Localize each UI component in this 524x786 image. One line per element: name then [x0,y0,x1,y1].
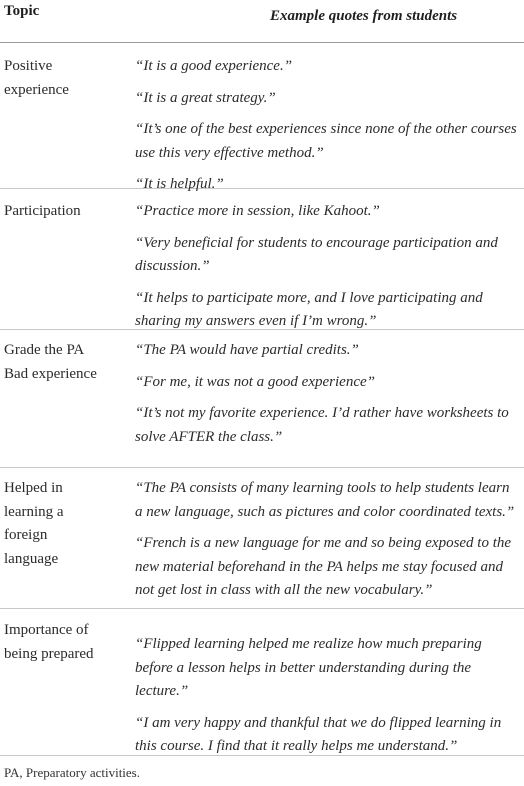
row-quotes [135,619,520,759]
row-topic [4,200,126,224]
topic-line: Participation [4,203,81,219]
table-footnote: PA, Preparatory activities. [4,765,140,780]
topic-line: foreign [4,527,48,543]
topic-line: Grade the PA [4,342,85,358]
quote: “It is a good experience.” [135,58,293,74]
row-quotes [135,200,520,334]
quote: “Very beneficial for students to encourage participation and discussion.” [135,234,498,274]
topic-line: Importance of [4,622,89,638]
row-topic [4,477,126,571]
header-quotes: Example quotes from students [270,8,458,24]
quote: “Flipped learning helped me realize how much preparing before a lesson helps in better understanding during the lecture.” [135,636,482,699]
quote: “For me, it was not a good experience” [135,373,375,390]
header-topic: Topic [4,3,40,19]
topic-line: Positive [4,58,53,74]
quote: “Practice more in session, like Kahoot.” [135,203,380,219]
table-row [0,189,524,330]
topic-line: Bad experience [4,365,97,382]
quote: “It’s not my favorite experience. I’d rather have worksheets to solve AFTER the class.” [135,405,509,445]
table-row [0,609,524,756]
row-quotes [135,339,520,449]
topic-line: language [4,550,59,567]
topic-line: being prepared [4,645,94,662]
quote: “The PA consists of many learning tools to help students learn a new language, such as pictures and color coordinated texts.” [135,480,515,520]
quote: “I am very happy and thankful that we do flipped learning in this course. I find that it really helps me understand.” [135,714,502,754]
quote: “It’s one of the best experiences since none of the other courses use this very effective method.” [135,121,517,161]
row-topic [4,55,126,102]
table-header [0,0,524,43]
table-row [0,330,524,468]
quote: “It is helpful.” [135,176,224,192]
topic-line: Helped in [4,480,63,496]
quote: “It is a great strategy.” [135,89,276,106]
quote: “The PA would have partial credits.” [135,342,359,358]
topic-line: learning a [4,503,64,520]
row-quotes [135,55,520,197]
quote: “French is a new language for me and so being exposed to the new material beforehand in the PA helps me stay focused and not get lost in class with all the new vocabulary.” [135,535,512,598]
row-topic [4,339,126,386]
quote: “It helps to participate more, and I love participating and sharing my answers even if I’m wrong.” [135,289,483,329]
row-topic [4,619,126,666]
row-quotes [135,477,520,603]
table-row [0,43,524,192]
table-row [0,468,524,609]
topic-line: experience [4,81,69,98]
